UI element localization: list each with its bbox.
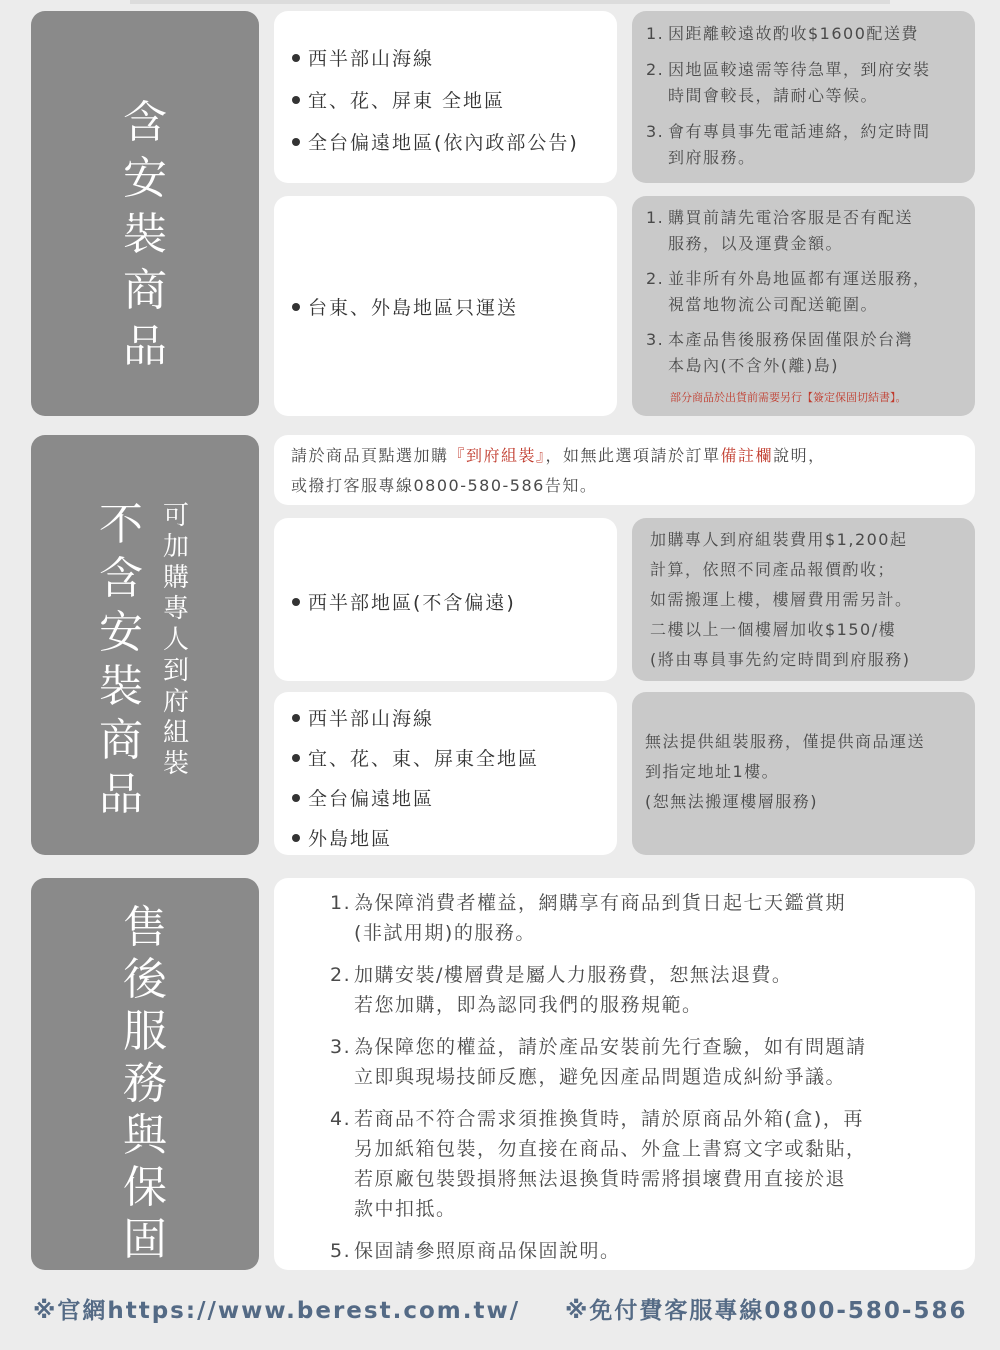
note-line: 無法提供組裝服務，僅提供商品運送: [645, 732, 926, 751]
note-line: (將由專員事先約定時間到府服務): [650, 650, 911, 669]
note-line: 二樓以上一個樓層加收$150/樓: [650, 620, 897, 639]
top-divider: [130, 0, 890, 4]
note-line: 加購專人到府組裝費用$1,200起: [650, 530, 908, 549]
region-box-no-assembly: [274, 692, 617, 855]
list-item: 西半部山海線: [292, 704, 539, 731]
section-label-after-sales: [31, 878, 259, 1270]
note-box-assembly-fees: [632, 518, 975, 681]
note-item: 1. 購買前請先電洽客服是否有配送 服務，以及運費金額。: [646, 208, 914, 253]
note-line: 如需搬運上樓，樓層費用需另計。: [650, 590, 913, 609]
note-list: [646, 21, 931, 171]
official-website-link[interactable]: ※官網https://www.berest.com.tw/: [33, 1298, 521, 1324]
after-sales-box: [274, 878, 975, 1270]
list-item: 2. 加購安裝/樓層費是屬人力服務費，恕無法退費。 若您加購，即為認同我們的服務規範。: [330, 964, 793, 1016]
region-box-west-east: [274, 11, 617, 183]
list-item: 4. 若商品不符合需求須推換貨時，請於原商品外箱(盒)，再 另加紙箱包裝，勿直接在商品、外盒上書寫文字或黏貼， 若原廠包裝毀損將無法退換貨時需將損壞費用直接於退 款中扣抵。: [330, 1108, 867, 1220]
list-item: 外島地區: [292, 824, 539, 851]
region-list: [292, 704, 539, 851]
section-label-with-installation: [31, 11, 259, 416]
warranty-warning: 部分商品於出貨前需要另行【簽定保固切結書】。: [670, 391, 907, 404]
list-item: 5. 保固請參照原商品保固說明。: [330, 1240, 621, 1262]
list-item: 全台偏遠地區: [292, 784, 539, 811]
note-list: [646, 205, 931, 379]
list-item: 西半部地區(不含偏遠): [292, 588, 516, 615]
list-item: 全台偏遠地區(依內政部公告): [292, 128, 579, 155]
note-line: 計算，依照不同產品報價酌收；: [650, 560, 896, 579]
note-item: 2. 並非所有外島地區都有運送服務， 視當地物流公司配送範圍。: [646, 269, 931, 314]
after-sales-list: [330, 888, 867, 1266]
region-list: [292, 293, 518, 320]
note-item: 1. 因距離較遠故酌收$1600配送費: [646, 24, 919, 43]
list-item: 1. 為保障消費者權益，網購享有商品到貨日起七天鑑賞期 (非試用期)的服務。: [330, 892, 847, 944]
assembly-banner: [274, 435, 975, 505]
label-text: 含 安 裝 商 品: [123, 97, 167, 372]
region-box-west-plain: [274, 518, 617, 681]
label-text: 不 含 安 裝 商 品: [99, 499, 143, 820]
list-item: 3. 為保障您的權益，請於產品安裝前先行查驗，如有問題請 立即與現場技師反應，避免因產品問題造成糾紛爭議。: [330, 1036, 867, 1088]
label-subtext: 可 加 購 專 人 到 府 組 裝: [163, 501, 190, 779]
section-label-without-installation: [31, 435, 259, 855]
note-line: (恕無法搬運樓層服務): [645, 792, 818, 811]
note-box-shipping-only: [632, 692, 975, 855]
note-box-shipping-fees: [632, 11, 975, 183]
note-line: 到指定地址1樓。: [645, 762, 780, 781]
note-item: 3. 本產品售後服務保固僅限於台灣 本島內(不含外(離)島): [646, 330, 914, 375]
region-list: [292, 44, 579, 155]
list-item: 台東、外島地區只運送: [292, 293, 518, 320]
note-item: 3. 會有專員事先電話連絡，約定時間 到府服務。: [646, 122, 931, 167]
banner-line: 請於商品頁點選加購『到府組裝』，如無此選項請於訂單備註欄說明，: [291, 446, 826, 465]
region-list: [292, 588, 516, 615]
list-item: 西半部山海線: [292, 44, 579, 71]
list-item: 宜、花、屏東 全地區: [292, 86, 579, 113]
list-item: 宜、花、東、屏東全地區: [292, 744, 539, 771]
note-item: 2. 因地區較遠需等待急單，到府安裝 時間會較長，請耐心等候。: [646, 60, 931, 105]
banner-line: 或撥打客服專線0800-580-586告知。: [291, 476, 598, 495]
region-box-taitung-islands: [274, 196, 617, 416]
note-box-islands: [632, 196, 975, 416]
customer-service-hotline[interactable]: ※免付費客服專線0800-580-586: [565, 1298, 968, 1324]
label-text: 售 後 服 務 與 保 固: [123, 902, 167, 1265]
